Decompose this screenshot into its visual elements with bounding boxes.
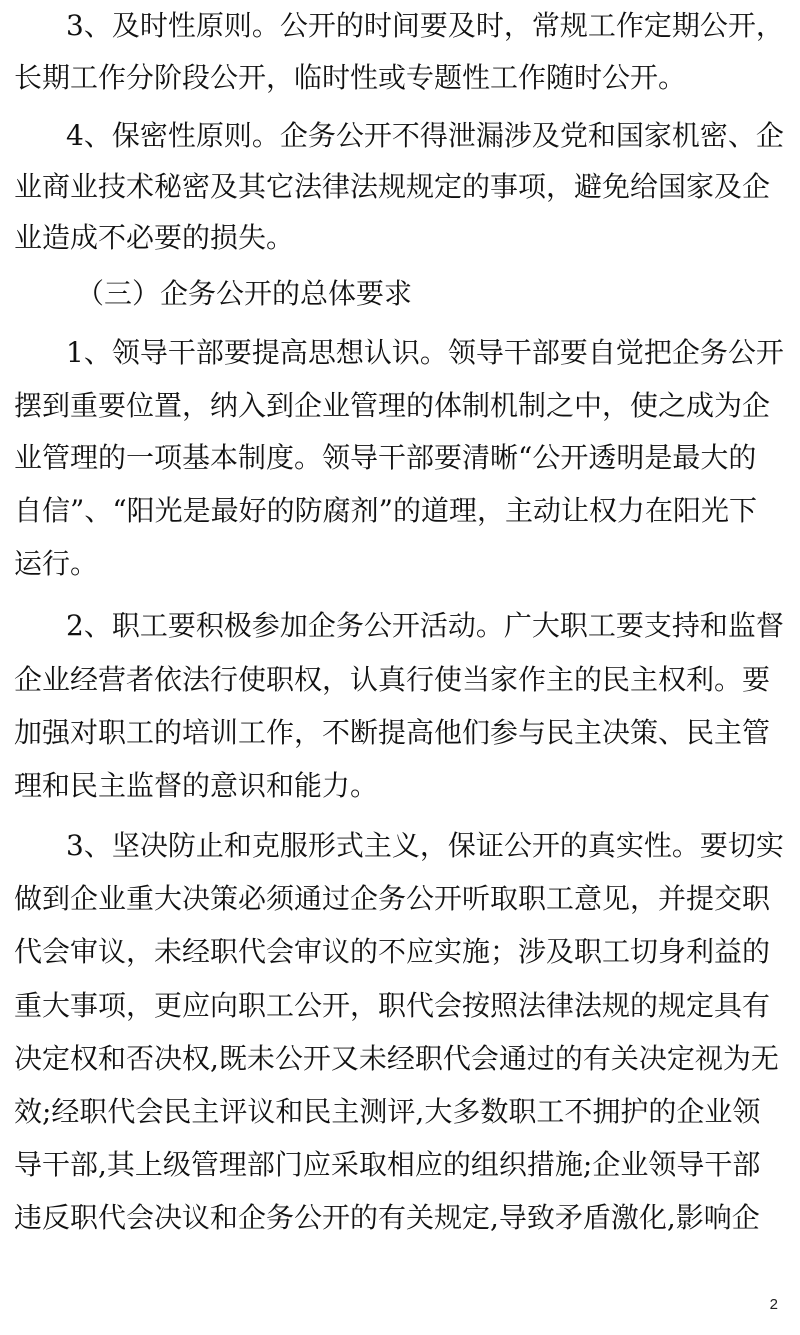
text-line: 自信”、“阳光是最好的防腐剂”的道理，主动让权力在阳光下 — [14, 494, 757, 527]
text-line: 效;经职代会民主评议和民主测评,大多数职工不拥护的企业领 — [14, 1095, 761, 1128]
text-line: 代会审议，未经职代会审议的不应实施；涉及职工切身利益的 — [14, 935, 771, 968]
text-line: 理和民主监督的意识和能力。 — [14, 769, 379, 802]
text-line: 运行。 — [14, 547, 99, 580]
text-line: 业管理的一项基本制度。领导干部要清晰“公开透明是最大的 — [14, 441, 757, 474]
text-line: 重大事项，更应向职工公开，职代会按照法律法规的规定具有 — [14, 989, 771, 1022]
text-line: 业商业技术秘密及其它法律法规规定的事项，避免给国家及企 — [14, 170, 771, 203]
text-line: 决定权和否决权,既未公开又未经职代会通过的有关决定视为无 — [14, 1042, 779, 1075]
text-line: 导干部,其上级管理部门应采取相应的组织措施;企业领导干部 — [14, 1148, 761, 1181]
text-line: 3、坚决防止和克服形式主义，保证公开的真实性。要切实 — [66, 829, 784, 862]
text-line: 长期工作分阶段公开，临时性或专题性工作随时公开。 — [14, 61, 687, 94]
page-number: 2 — [769, 1296, 778, 1313]
text-line: 业造成不必要的损失。 — [14, 221, 295, 254]
text-line: 违反职代会决议和企务公开的有关规定,导致矛盾激化,影响企 — [14, 1201, 760, 1234]
text-line: 4、保密性原则。企务公开不得泄漏涉及党和国家机密、企 — [66, 119, 784, 152]
text-line: 企业经营者依法行使职权，认真行使当家作主的民主权利。要 — [14, 663, 771, 696]
text-line: 加强对职工的培训工作，不断提高他们参与民主决策、民主管 — [14, 716, 771, 749]
text-line: 2、职工要积极参加企务公开活动。广大职工要支持和监督 — [66, 609, 784, 642]
text-line: 摆到重要位置，纳入到企业管理的体制机制之中，使之成为企 — [14, 389, 771, 422]
text-line: 3、及时性原则。公开的时间要及时，常规工作定期公开， — [66, 9, 784, 42]
text-line: 1、领导干部要提高思想认识。领导干部要自觉把企务公开 — [66, 336, 784, 369]
text-line: 做到企业重大决策必须通过企务公开听取职工意见，并提交职 — [14, 882, 771, 915]
section-heading: （三）企务公开的总体要求 — [76, 277, 413, 310]
